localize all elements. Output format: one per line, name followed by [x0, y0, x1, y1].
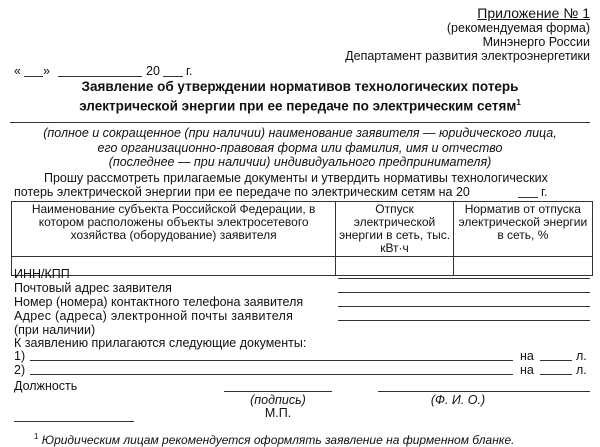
attachment-2-sheets: л. — [576, 363, 587, 377]
date-quote-close: » — [43, 64, 50, 78]
attachments-intro: К заявлению прилагаются следующие документы: — [14, 336, 307, 350]
attachment-1-sheets-blank[interactable] — [540, 360, 572, 361]
applicant-hint — [10, 126, 590, 170]
table-cell-supply[interactable] — [336, 257, 453, 276]
attachment-1-number: 1) — [14, 349, 26, 363]
document-title — [10, 79, 590, 115]
attachment-1-on: на — [520, 349, 534, 363]
attachment-2-sheets-blank[interactable] — [540, 374, 572, 375]
date-quote-open: « — [14, 64, 21, 78]
footnote-mark: 1 — [34, 432, 39, 441]
signature-blank[interactable] — [224, 391, 332, 392]
phone-label: Номер (номера) контактного телефона заявителя — [14, 295, 304, 309]
full-name-hint: (Ф. И. О.) — [430, 393, 486, 407]
email-blank[interactable] — [338, 320, 590, 321]
attachment-2-number: 2) — [14, 363, 26, 377]
signature-hint: (подпись) — [250, 393, 306, 407]
attachment-2-on: на — [520, 363, 534, 377]
postal-label: Почтовый адрес заявителя — [14, 281, 172, 295]
losses-table — [11, 201, 593, 276]
request-line-2: потерь электрической энергии при ее передаче по электрическим сетям на 20 — [14, 185, 470, 199]
title-line-1: Заявление об утверждении нормативов технологических потерь — [81, 79, 519, 94]
date-month-blank[interactable] — [58, 76, 142, 77]
attachment-2-blank[interactable] — [30, 374, 513, 375]
request-year-blank[interactable] — [518, 197, 538, 198]
phone-blank[interactable] — [338, 306, 590, 307]
full-name-blank[interactable] — [378, 391, 590, 392]
date-year-blank[interactable] — [163, 76, 183, 77]
appendix-title: Приложение № 1 — [477, 5, 590, 21]
applicant-hint-line-1: (полное и сокращенное (при наличии) наименование заявителя — юридического лица, — [43, 126, 557, 140]
date-day-blank[interactable] — [24, 76, 43, 77]
table-header-region: Наименование субъекта Российской Федерации, в котором расположены объекты электросетевого хозяйства (оборудование) заявителя — [12, 202, 336, 257]
stamp-label: М.П. — [264, 406, 292, 420]
email-label-note: (при наличии) — [14, 323, 96, 337]
email-label: Адрес (адреса) электронной почты заявителя — [14, 309, 294, 323]
title-footnote-mark: 1 — [516, 98, 521, 107]
inn-blank[interactable] — [338, 278, 590, 279]
postal-blank[interactable] — [338, 292, 590, 293]
department: Департамент развития электроэнергетики — [345, 49, 590, 63]
request-line-1: Прошу рассмотреть прилагаемые документы и утвердить нормативы технологических — [44, 171, 548, 185]
footnote — [34, 430, 514, 447]
footnote-separator — [14, 421, 134, 422]
inn-label: ИНН/КПП — [14, 267, 70, 281]
date-suffix: г. — [186, 64, 193, 78]
applicant-name-blank[interactable] — [10, 122, 590, 123]
table-header-norm: Норматив от отпуска электрической энергии в сеть, % — [453, 202, 592, 257]
applicant-hint-line-3: (последнее — при наличии) индивидуального предпринимателя) — [108, 155, 492, 169]
date-year-prefix: 20 — [146, 64, 160, 78]
footnote-text: Юридическим лицам рекомендуется оформлять заявление на фирменном бланке. — [41, 433, 515, 447]
title-line-2: электрической энергии при ее передаче по электрическим сетям — [79, 98, 517, 114]
position-label: Должность — [14, 379, 78, 393]
form-note: (рекомендуемая форма) — [446, 21, 590, 35]
request-line-2-end: г. — [541, 185, 548, 199]
table-cell-norm[interactable] — [453, 257, 592, 276]
attachment-1-sheets: л. — [576, 349, 587, 363]
applicant-hint-line-2: его организационно-правовая форма или фамилия, имя и отчество — [97, 140, 503, 155]
ministry: Минэнерго России — [482, 35, 590, 49]
table-header-supply: Отпуск электрической энергии в сеть, тыс. кВт·ч — [336, 202, 453, 257]
attachment-1-blank[interactable] — [30, 360, 513, 361]
